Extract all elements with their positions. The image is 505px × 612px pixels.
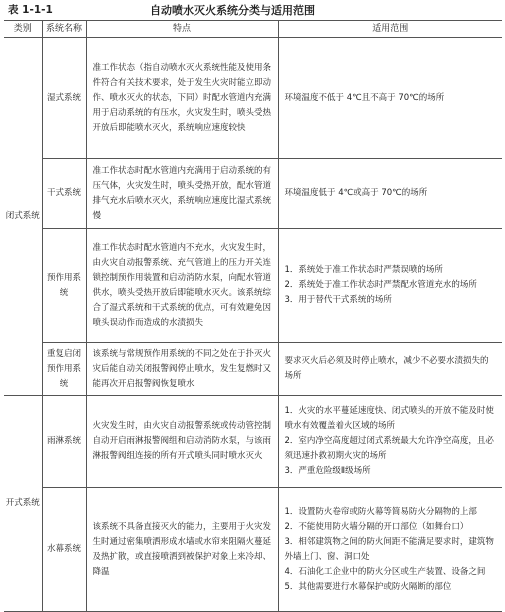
table-number: 表 1-1-1: [8, 4, 53, 16]
category-closed: 闭式系统: [4, 38, 42, 396]
system-feature: 准工作状态时配水管道内充满用于启动系统的有压气体，火灾发生时，喷头受热开放，配水管道排气充水后喷水灭火，系统响应速度比湿式系统慢: [86, 159, 278, 229]
system-feature: 准工作状态（指自动喷水灭火系统性能及使用条件符合有关技术要求，处于发生火灾时能立即动作、喷水灭火的状态，下同）时配水管道内充满用于启动系统的有压水，火灾发生时，喷头受热开放后即能喷水灭火，系统响应速度较快: [86, 38, 278, 159]
system-name: 湿式系统: [42, 38, 86, 159]
system-feature: 火灾发生时，由火灾自动报警系统或传动管控制自动开启雨淋报警阀组和启动消防水泵，与该雨淋报警阀组连接的所有开式喷头同时喷水灭火: [86, 396, 278, 488]
system-feature: 准工作状态时配水管道内不充水，火灾发生时，由火灾自动报警系统、充气管道上的压力开关连锁控制预作用装置和启动消防水泵，向配水管道供水，喷头受热开放后即能喷水灭火。该系统综合了湿式系统和干式系统的优点，可有效避免因喷头误动作而造成的水渍损失: [86, 229, 278, 343]
table-row: [4, 159, 502, 229]
scope-item: 4．石油化工企业中的防火分区或生产装置、设备之间: [284, 566, 486, 577]
scope-item: 5．其他需要进行水幕保护或防火隔断的部位: [284, 581, 452, 592]
table-title: 自动喷水灭火系统分类与适用范围: [150, 4, 315, 17]
system-scope: [278, 396, 502, 488]
system-scope: [278, 488, 502, 612]
system-feature: 该系统与常规预作用系统的不同之处在于扑灭火灾后能自动关闭报警阀停止喷水，发生复燃时又能再次开启报警阀恢复喷水: [86, 343, 278, 396]
scope-item: 环境温度低于 4℃或高于 70℃的场所: [284, 188, 428, 198]
scope-item: 1．设置防火卷帘或防火幕等简易防火分隔物的上部: [284, 506, 477, 517]
table-caption: [0, 2, 505, 18]
system-name: 干式系统: [42, 159, 86, 229]
scope-item: 2．不能使用防火墙分隔的开口部位（如舞台口）: [284, 521, 469, 532]
scope-item: 1．系统处于准工作状态时严禁误喷的场所: [284, 265, 443, 275]
system-name: 水幕系统: [42, 488, 86, 612]
table-row: [4, 396, 502, 488]
scope-item: 3．严重危险级Ⅱ级场所: [284, 466, 371, 476]
header-row: [4, 21, 502, 38]
system-name: 重复启闭预作用系统: [42, 343, 86, 396]
system-feature: 该系统不具备直接灭火的能力，主要用于火灾发生时通过密集喷洒形成水墙或水帘来阻隔火蔓延及热扩散，或直接喷洒到被保护对象上来冷却、降温: [86, 488, 278, 612]
header-category: 类别: [4, 21, 42, 38]
table-row: [4, 488, 502, 612]
classification-table: [4, 20, 502, 612]
system-scope: [278, 343, 502, 396]
scope-item: 3．用于替代干式系统的场所: [284, 295, 392, 305]
header-system-name: 系统名称: [42, 21, 86, 38]
category-open: 开式系统: [4, 396, 42, 612]
system-scope: [278, 229, 502, 343]
table-row: [4, 343, 502, 396]
table-row: [4, 38, 502, 159]
header-features: 特点: [86, 21, 278, 38]
system-scope: [278, 159, 502, 229]
scope-item: 1．火灾的水平蔓延速度快、闭式喷头的开放不能及时使喷水有效覆盖着火区域的场所: [284, 406, 494, 431]
system-scope: [278, 38, 502, 159]
system-name: 雨淋系统: [42, 396, 86, 488]
scope-item: 2．室内净空高度超过闭式系统最大允许净空高度，且必须迅速扑救初期火灾的场所: [284, 436, 494, 461]
scope-item: 要求灭火后必须及时停止喷水，减少不必要水渍损失的场所: [284, 356, 489, 381]
scope-item: 环境温度不低于 4℃且不高于 70℃的场所: [284, 92, 445, 103]
header-scope: 适用范围: [278, 21, 502, 38]
scope-item: 2．系统处于准工作状态时严禁配水管道充水的场所: [284, 280, 477, 290]
system-name: 预作用系统: [42, 229, 86, 343]
scope-item: 3．相邻建筑物之间的防火间距不能满足要求时，建筑物外墙上门、窗、洞口处: [284, 536, 494, 562]
table-row: [4, 229, 502, 343]
